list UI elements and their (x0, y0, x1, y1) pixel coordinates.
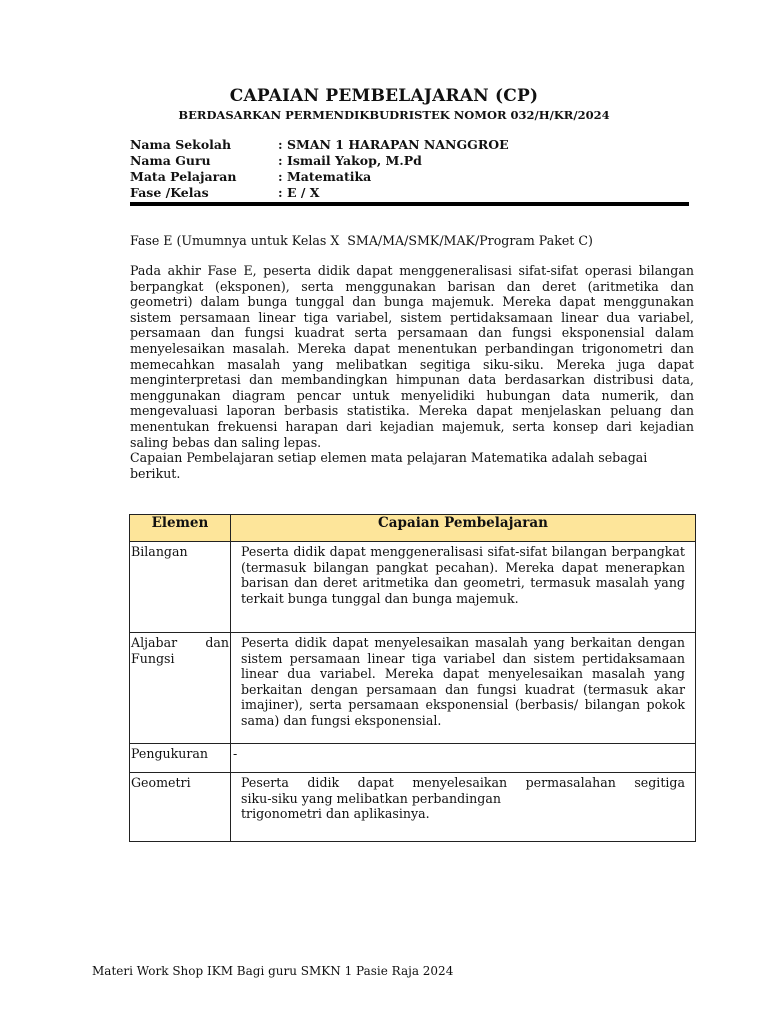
header-divider (130, 202, 689, 206)
phase-description (130, 263, 694, 481)
capaian-line: Peserta didik dapat menyelesaikan permasalahan segitiga (241, 775, 685, 790)
info-row-subject (130, 169, 509, 185)
info-row-teacher (130, 153, 509, 169)
info-value: : E / X (278, 185, 320, 200)
info-value: : SMAN 1 HARAPAN NANGGROE (278, 137, 509, 152)
cell-capaian: - (231, 744, 696, 773)
info-label: Nama Sekolah (130, 137, 232, 152)
identity-block (130, 137, 509, 201)
cell-capaian: Peserta didik dapat menyelesaikan masalah yang berkaitan dengan sistem persamaan linear tiga variabel dan sistem pertidaksamaan linear dua variabel. Mereka dapat menyelesaikan masalah yang berkaitan dengan persamaan dan fungsi kuadrat (termasuk akar imajiner), serta persamaan eksponensial (berbasis/ bilangan pokok sama) dan fungsi eksponensial. (231, 633, 696, 744)
elemen-word: Fungsi (131, 650, 175, 666)
cell-capaian (231, 773, 696, 842)
table-header-row (130, 515, 696, 542)
cell-elemen: Geometri (130, 773, 231, 842)
document-subtitle: BERDASARKAN PERMENDIKBUDRISTEK NOMOR 032/H/KR/2024 (178, 108, 610, 122)
info-label: Nama Guru (130, 153, 211, 168)
info-row-school (130, 137, 509, 153)
learning-outcomes-table (129, 514, 696, 842)
description-paragraph-2: Capaian Pembelajaran setiap elemen mata pelajaran Matematika adalah sebagai berikut. (130, 450, 648, 481)
elemen-word: dan (205, 635, 229, 650)
cell-capaian: Peserta didik dapat menggeneralisasi sifat-sifat bilangan berpangkat (termasuk bilangan pangkat pecahan). Mereka dapat menerapkan barisan dan deret aritmetika dan geometri, termasuk masalah yang terkait bunga tunggal dan bunga majemuk. (231, 542, 696, 633)
table-row (130, 633, 696, 744)
info-label: Fase /Kelas (130, 185, 209, 200)
column-header-elemen: Elemen (130, 515, 231, 542)
document-title: CAPAIAN PEMBELAJARAN (CP) (229, 86, 539, 106)
cell-elemen (130, 633, 231, 744)
elemen-line (131, 635, 229, 651)
phase-line: Fase E (Umumnya untuk Kelas X SMA/MA/SMK/MAK/Program Paket C) (130, 233, 593, 248)
page-footer: Materi Work Shop IKM Bagi guru SMKN 1 Pasie Raja 2024 (92, 964, 454, 978)
info-row-phase (130, 185, 509, 201)
info-label: Mata Pelajaran (130, 169, 237, 184)
elemen-word: Aljabar (131, 635, 178, 650)
capaian-line: siku-siku yang melibatkan perbandingan (241, 790, 501, 806)
table-row (130, 744, 696, 773)
info-value: : Ismail Yakop, M.Pd (278, 153, 422, 168)
capaian-line: trigonometri dan aplikasinya. (241, 806, 430, 822)
table-row (130, 542, 696, 633)
cell-elemen: Pengukuran (130, 744, 231, 773)
cell-elemen: Bilangan (130, 542, 231, 633)
info-value: : Matematika (278, 169, 372, 184)
column-header-capaian: Capaian Pembelajaran (231, 515, 696, 542)
description-paragraph: Pada akhir Fase E, peserta didik dapat menggeneralisasi sifat-sifat operasi bilangan berpangkat (eksponen), serta menggunakan barisan dan deret (aritmetika dan geometri) dalam bunga tunggal dan bunga majemuk. Mereka dapat menggunakan sistem persamaan linear tiga variabel, sistem pertidaksamaan linear dua variabel, persamaan dan fungsi kuadrat serta persamaan dan fungsi eksponensial dalam menyelesaikan masalah. Mereka dapat menentukan perbandingan trigonometri dan memecahkan masalah yang melibatkan segitiga siku-siku. Mereka juga dapat menginterpretasi dan membandingkan himpunan data berdasarkan distribusi data, menggunakan diagram pencar untuk menyelidiki hubungan data numerik, dan mengevaluasi laporan berbasis statistika. Mereka dapat menjelaskan peluang dan menentukan frekuensi harapan dari kejadian majemuk, serta konsep dari kejadian saling bebas dan saling lepas. (130, 263, 694, 450)
table-row (130, 773, 696, 842)
